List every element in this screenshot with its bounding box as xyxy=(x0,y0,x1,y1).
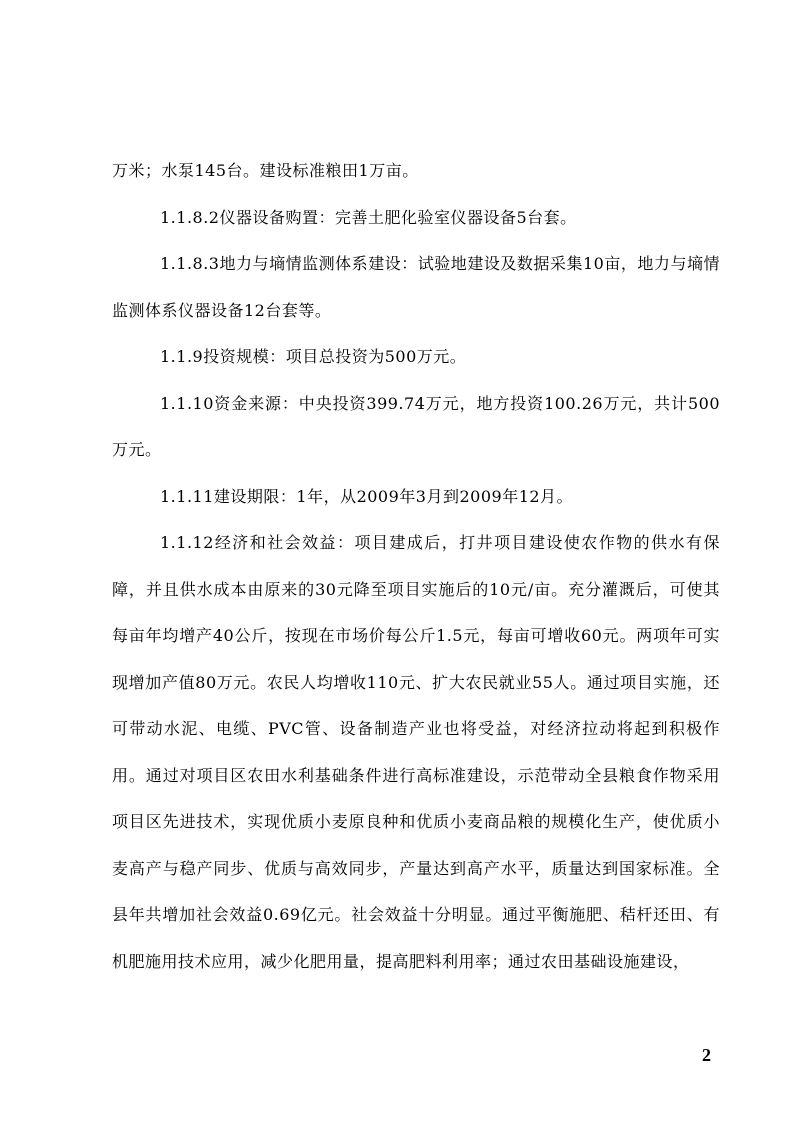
paragraph-continuation: 万米；水泵145台。建设标准粮田1万亩。 xyxy=(112,161,419,180)
paragraph-monitoring-system: 1.1.8.3地力与墒情监测体系建设：试验地建设及数据采集10亩，地力与墒情监测体系仪器设备12台套等。 xyxy=(112,254,720,320)
document-body xyxy=(112,148,720,985)
page-number: 2 xyxy=(702,1045,711,1065)
paragraph-funding-source: 1.1.10资金来源：中央投资399.74万元，地方投资100.26万元，共计500万元。 xyxy=(112,393,720,459)
paragraph-instrument-purchase: 1.1.8.2仪器设备购置：完善土肥化验室仪器设备5台套。 xyxy=(160,207,577,227)
paragraph-investment-scale: 1.1.9投资规模：项目总投资为500万元。 xyxy=(160,347,467,366)
paragraph-construction-period: 1.1.11建设期限：1年，从2009年3月到2009年12月。 xyxy=(160,486,574,506)
paragraph-economic-social-benefits: 1.1.12经济和社会效益：项目建成后，打井项目建设使农作物的供水有保障，并且供水成本由原来的30元降至项目实施后的10元/亩。充分灌溉后，可使其每亩年均增产40公斤，按现在市场价每公斤1.5元，每亩可增收60元。两项年可实现增加产值80万元。农民人均增收110元、扩大农民就业55人。通过项目实施，还可带动水泥、电缆、PVC管、设备制造产业也将受益，对经济拉动将起到积极作用。通过对项目区农田水利基础条件进行高标准建设，示范带动全县粮食作物采用项目区先进技术，实现优质小麦原良种和优质小麦商品粮的规模化生产，使优质小麦高产与稳产同步、优质与高效同步，产量达到高产水平，质量达到国家标准。全县年共增加社会效益0.69亿元。社会效益十分明显。通过平衡施肥、秸杆还田、有机肥施用技术应用，减少化肥用量，提高肥料利用率；通过农田基础设施建设， xyxy=(112,533,720,971)
